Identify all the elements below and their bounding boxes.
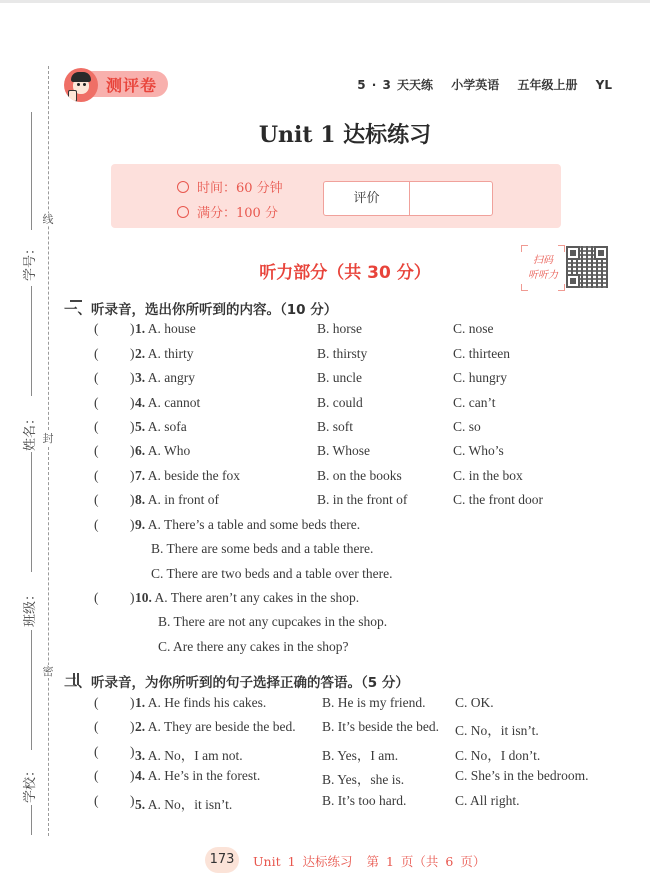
option-c: C. nose [453,321,494,336]
question-number: 9. [135,517,146,532]
footer-unit: Unit 1 达标练习 [253,854,353,869]
footer-text [253,852,485,870]
edition: YL [595,78,612,92]
option-row [0,614,650,634]
answer-blank[interactable]: ( [94,744,99,759]
option-a-text: A. house [147,321,196,336]
question-row [0,695,650,715]
question-row [0,744,650,764]
footer-page-info: 第 1 页（共 6 页） [366,854,486,869]
listen-label: 听听力 [528,270,558,281]
option-a [135,492,219,508]
option-a [135,321,196,337]
option-c: C. There are two beds and a table over there. [151,566,393,581]
question-row [0,419,650,439]
paren-close: ) [130,517,135,532]
question-number: 6. [135,443,146,458]
paren-close: ) [130,744,135,759]
paren-close: ) [130,321,135,336]
paren-close: ) [130,395,135,410]
answer-blank[interactable]: ( [94,443,99,458]
question-row [0,346,650,366]
option-row [0,541,650,561]
name-field-label: 姓名： [23,411,38,451]
answer-blank[interactable]: ( [94,768,99,783]
paren-close: ) [130,492,135,507]
option-c: C. hungry [453,370,507,385]
option-c: C. All right. [455,793,520,808]
option-b: B. could [317,395,363,410]
paren-close: ) [130,590,135,605]
mascot-icon [64,68,98,102]
question-row [0,793,650,813]
paren-close: ) [130,443,135,458]
badge-label: 测评卷 [106,76,158,95]
question-number: 8. [135,492,146,507]
answer-blank[interactable]: ( [94,346,99,361]
page-number: 173 [205,847,239,873]
option-a [135,768,260,784]
option-c: C. No，I don’t. [455,748,541,763]
question-row [0,768,650,788]
paren-close: ) [130,468,135,483]
option-b: B. horse [317,321,362,336]
time-row [177,177,283,196]
question-number: 1. [135,695,146,710]
option-c: C. She’s in the bedroom. [455,768,589,783]
option-b: B. soft [317,419,354,434]
page-title: Unit 1 达标练习 [258,122,432,148]
class-field-label: 班级： [23,587,38,627]
paren-close: ) [130,768,135,783]
option-a-text: A. sofa [147,419,187,434]
page-top-edge [0,0,650,3]
option-row [0,639,650,659]
option-a-text: A. thirty [147,346,194,361]
option-a-text: A. He’s in the forest. [147,768,261,783]
question-row-long [0,517,650,537]
option-c: C. in the box [453,468,523,483]
option-b: B. Whose [317,443,370,458]
option-c: C. Are there any cakes in the shop? [158,639,349,654]
question-row [0,321,650,341]
question-number: 3. [135,748,146,763]
question-number: 7. [135,468,146,483]
option-a [135,443,190,459]
test-badge [64,68,168,100]
question-number: 2. [135,346,146,361]
question-number: 4. [135,768,146,783]
question-number: 10. [135,590,152,605]
option-a [135,744,243,764]
scan-to-listen-label [521,245,565,291]
option-row [0,566,650,586]
option-a-text: A. in front of [147,492,220,507]
option-a-text: A. Who [147,443,191,458]
score-row [177,202,278,221]
clock-icon [177,181,189,193]
option-a-text: A. No，it isn’t. [147,797,233,812]
option-b: B. Yes，she is. [322,772,405,787]
option-a [135,395,200,411]
question-row [0,443,650,463]
option-c: C. so [453,419,481,434]
scan-label: 扫码 [533,255,553,266]
option-b: B. He is my friend. [322,695,426,710]
grade-level: 五年级上册 [517,78,578,92]
option-c: C. the front door [453,492,543,507]
grade-box [323,181,493,216]
option-b: B. uncle [317,370,362,385]
option-a-text: A. There’s a table and some beds there. [147,517,361,532]
answer-blank[interactable]: ( [94,793,99,808]
time-limit: 时间：60 分钟 [197,181,283,196]
cut-mark-feng: 封 [40,432,56,445]
full-score: 满分：100 分 [197,206,278,221]
answer-blank[interactable]: ( [94,468,99,483]
paren-close: ) [130,346,135,361]
option-a-text: A. beside the fox [147,468,240,483]
answer-blank[interactable]: ( [94,370,99,385]
option-a [135,370,195,386]
option-a-text: A. cannot [147,395,201,410]
answer-blank[interactable]: ( [94,719,99,734]
qr-code-icon[interactable] [566,246,608,288]
paren-close: ) [130,793,135,808]
option-b: B. in the front of [317,492,408,507]
question-number: 1. [135,321,146,336]
question-row [0,492,650,512]
option-b: B. on the books [317,468,402,483]
school-field-label: 学校： [23,763,38,803]
option-a [135,517,360,533]
question-number: 2. [135,719,146,734]
option-c: C. thirteen [453,346,510,361]
question-number: 5. [135,419,146,434]
option-a-text: A. They are beside the bed. [147,719,296,734]
series-name: 5 · 3 天天练 [357,78,434,92]
option-c: C. can’t [453,395,496,410]
option-a [135,793,232,813]
option-a [135,468,240,484]
option-a [135,719,296,735]
question-number: 5. [135,797,146,812]
option-c: C. Who’s [453,443,504,458]
check-circle-icon [177,206,189,218]
question-row [0,370,650,390]
question-row [0,468,650,488]
student-id-field-label: 学号： [23,241,38,281]
answer-blank[interactable]: ( [94,492,99,507]
answer-blank[interactable]: ( [94,419,99,434]
option-a [135,346,194,362]
option-a [135,695,266,711]
paren-close: ) [130,419,135,434]
question-number: 4. [135,395,146,410]
answer-blank[interactable]: ( [94,517,99,532]
answer-blank[interactable]: ( [94,590,99,605]
option-b: B. Yes，I am. [322,748,399,763]
option-c: C. OK. [455,695,494,710]
option-b: B. It’s too hard. [322,793,407,808]
answer-blank[interactable]: ( [94,695,99,710]
grade-input[interactable] [410,182,492,215]
exam-info-box [111,164,561,228]
option-a-text: A. He finds his cakes. [147,695,267,710]
subject: 小学英语 [451,78,500,92]
option-a-text: A. angry [147,370,196,385]
answer-blank[interactable]: ( [94,321,99,336]
question-number: 3. [135,370,146,385]
question-row [0,395,650,415]
answer-blank[interactable]: ( [94,395,99,410]
question-row-long [0,590,650,610]
grade-label: 评价 [324,182,410,215]
option-a [135,419,187,435]
cut-mark-xian: 线 [40,213,56,226]
section-one-heading: 一、听录音，选出你所听到的内容。（10 分） [64,302,338,318]
option-a [135,590,359,606]
option-a-text: A. No，I am not. [147,748,243,763]
option-b: B. There are not any cupcakes in the shop. [158,614,388,629]
cut-mark-mi: 密 [40,665,56,678]
paren-close: ) [130,370,135,385]
section-two-heading: 二、听录音，为你所听到的句子选择正确的答语。（5 分） [64,675,409,691]
option-c: C. No，it isn’t. [455,723,539,738]
option-a-text: A. There aren’t any cakes in the shop. [154,590,360,605]
option-b: B. thirsty [317,346,368,361]
option-b: B. There are some beds and a table there. [151,541,374,556]
option-b: B. It’s beside the bed. [322,719,439,734]
series-info [345,76,612,93]
paren-close: ) [130,695,135,710]
question-row [0,719,650,739]
listening-section-title: 听力部分（共 30 分） [259,263,431,283]
paren-close: ) [130,719,135,734]
